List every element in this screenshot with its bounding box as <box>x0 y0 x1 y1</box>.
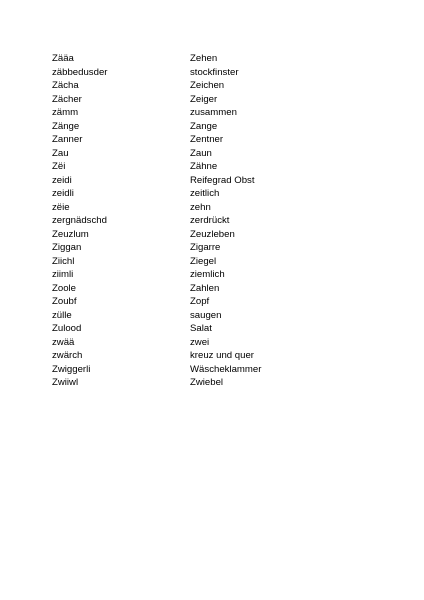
table-row <box>52 241 372 255</box>
table-row <box>52 79 372 93</box>
table-row <box>52 93 372 107</box>
dialect-word: zeidi <box>52 174 72 186</box>
dialect-word: Zwiiwl <box>52 377 79 388</box>
table-row <box>52 106 372 120</box>
dialect-word: Zänge <box>52 120 80 132</box>
dialect-word: Ziichl <box>52 255 75 267</box>
german-word: zeitlich <box>190 188 220 199</box>
german-word: Zahlen <box>190 282 220 294</box>
german-word: Zeichen <box>190 80 225 91</box>
table-row <box>52 160 372 174</box>
german-word: zerdrückt <box>190 215 230 226</box>
german-word: Zopf <box>190 296 210 307</box>
table-row <box>52 174 372 188</box>
table-row <box>52 349 372 363</box>
dialect-word: Zwiggerli <box>52 363 91 375</box>
dialect-word: zwää <box>52 336 75 348</box>
dialect-word: ziimli <box>52 269 74 280</box>
german-word: Zaun <box>190 147 212 159</box>
german-word: Zwiebel <box>190 377 224 388</box>
table-row <box>52 336 372 350</box>
table-row <box>52 201 372 215</box>
dialect-word: Zächa <box>52 80 79 91</box>
german-word: Zigarre <box>190 242 221 253</box>
dialect-word: Zanner <box>52 134 83 145</box>
table-row <box>52 133 372 147</box>
dialect-word: Zoole <box>52 282 76 294</box>
dialect-word: zergnädschd <box>52 215 107 226</box>
dialect-word: zëie <box>52 201 70 213</box>
table-row <box>52 255 372 269</box>
dialect-word: zäbbedusder <box>52 66 108 78</box>
german-word: zwei <box>190 336 210 348</box>
german-word: Zähne <box>190 161 218 172</box>
table-row <box>52 268 372 282</box>
dialect-word: Zau <box>52 147 69 159</box>
german-word: Zentner <box>190 134 224 145</box>
dialect-word: Zächer <box>52 93 82 105</box>
german-word: Ziegel <box>190 255 217 267</box>
dialect-word: zämm <box>52 107 79 118</box>
word-list-table <box>52 52 372 390</box>
german-word: zusammen <box>190 107 237 118</box>
german-word: Wäscheklammer <box>190 363 262 375</box>
german-word: Zange <box>190 120 218 132</box>
dialect-word: zwärch <box>52 350 83 361</box>
table-row <box>52 282 372 296</box>
table-row <box>52 52 372 66</box>
table-row <box>52 363 372 377</box>
table-row <box>52 187 372 201</box>
dialect-word: Zëi <box>52 161 66 172</box>
dialect-word: Zääa <box>52 53 74 64</box>
table-row <box>52 376 372 390</box>
german-word: zehn <box>190 201 211 213</box>
table-row <box>52 214 372 228</box>
table-row <box>52 295 372 309</box>
dialect-word: zeidli <box>52 188 74 199</box>
german-word: Salat <box>190 323 212 334</box>
german-word: saugen <box>190 309 222 321</box>
table-row <box>52 120 372 134</box>
table-row <box>52 147 372 161</box>
german-word: Reifegrad Obst <box>190 174 255 186</box>
table-row <box>52 322 372 336</box>
dialect-word: Zoubf <box>52 296 77 307</box>
german-word: stockfinster <box>190 66 239 78</box>
german-word: Zehen <box>190 53 218 64</box>
german-word: Zeiger <box>190 93 218 105</box>
table-row <box>52 228 372 242</box>
table-row <box>52 66 372 80</box>
dialect-word: zülle <box>52 309 72 321</box>
table-row <box>52 309 372 323</box>
german-word: Zeuzleben <box>190 228 235 240</box>
dialect-word: Zeuzlum <box>52 228 89 240</box>
german-word: kreuz und quer <box>190 350 254 361</box>
dialect-word: Ziggan <box>52 242 82 253</box>
dialect-word: Zulood <box>52 323 82 334</box>
german-word: ziemlich <box>190 269 225 280</box>
